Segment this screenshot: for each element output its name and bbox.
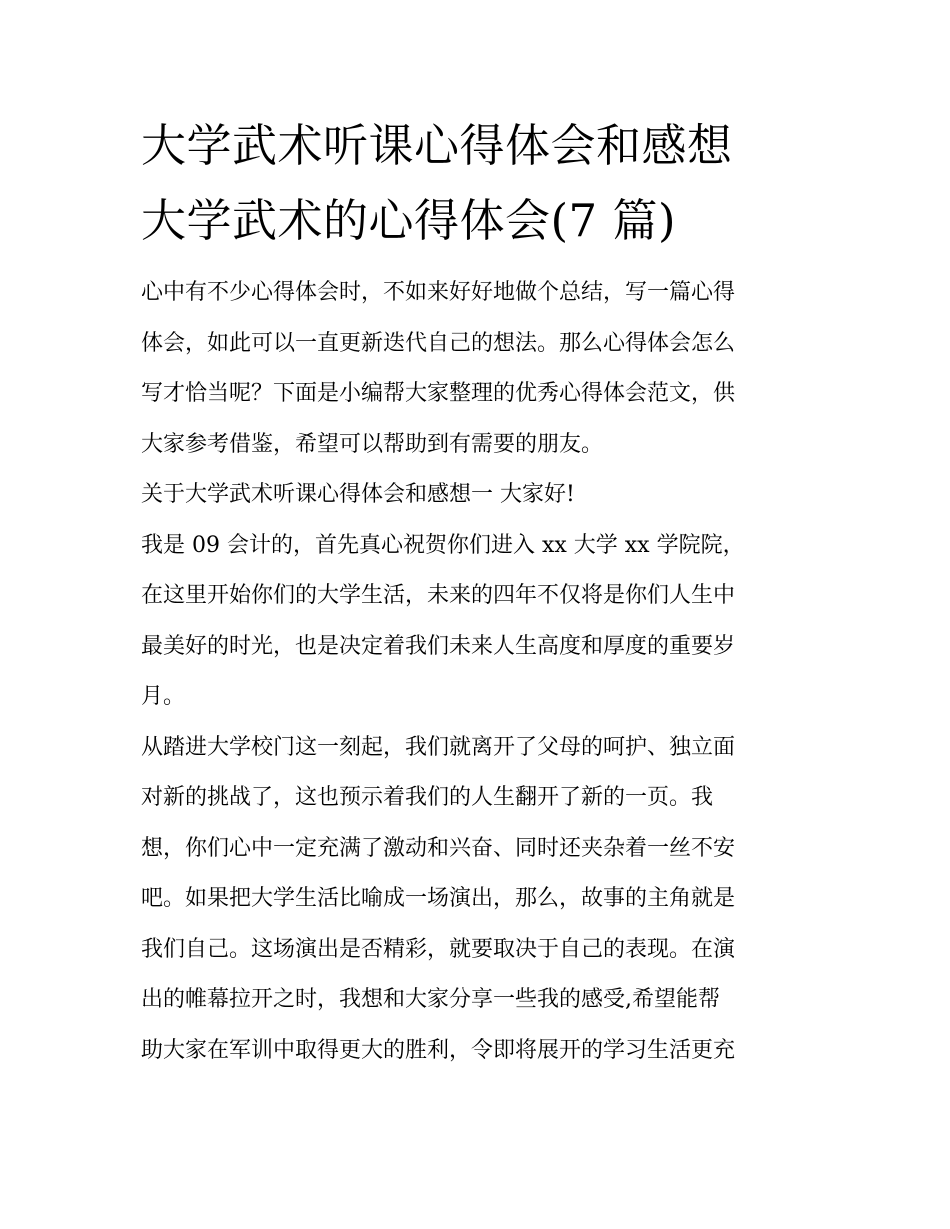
intro-paragraph bbox=[141, 268, 816, 470]
title-line: 大学武术的心得体会(7 篇) bbox=[141, 194, 677, 247]
text-line: 月。 bbox=[141, 684, 186, 709]
text-line: 出的帷幕拉开之时，我想和大家分享一些我的感受,希望能帮 bbox=[141, 987, 720, 1012]
document-title bbox=[141, 116, 816, 251]
text-line: 体会，如此可以一直更新迭代自己的想法。那么心得体会怎么 bbox=[141, 330, 736, 356]
text-line: 对新的挑战了，这也预示着我们的人生翻开了新的一页。我 bbox=[141, 785, 714, 810]
text-line: 关于大学武术听课心得体会和感想一 大家好! bbox=[141, 482, 575, 507]
text-line: 我们自己。这场演出是否精彩，就要取决于自己的表现。在演 bbox=[141, 936, 736, 962]
section-heading-paragraph bbox=[141, 470, 816, 521]
text-line: 最美好的时光，也是决定着我们未来人生高度和厚度的重要岁 bbox=[141, 633, 736, 659]
title-line: 大学武术听课心得体会和感想 bbox=[141, 119, 733, 172]
text-line: 在这里开始你们的大学生活，未来的四年不仅将是你们人生中 bbox=[141, 583, 736, 608]
document-body bbox=[141, 116, 816, 1076]
text-line: 想，你们心中一定充满了激动和兴奋、同时还夹杂着一丝不安 bbox=[141, 835, 736, 861]
text-line: 我是 09 会计的，首先真心祝贺你们进入 xx 大学 xx 学院院， bbox=[141, 532, 745, 558]
text-line: 助大家在军训中取得更大的胜利，令即将展开的学习生活更充 bbox=[141, 1037, 736, 1063]
body-paragraph bbox=[141, 521, 816, 723]
body-paragraph bbox=[141, 723, 816, 1077]
text-line: 心中有不少心得体会时，不如来好好地做个总结，写一篇心得 bbox=[141, 280, 736, 305]
text-line: 写才恰当呢？下面是小编帮大家整理的优秀心得体会范文，供 bbox=[141, 381, 736, 406]
text-line: 从踏进大学校门这一刻起，我们就离开了父母的呵护、独立面 bbox=[141, 734, 736, 760]
text-line: 大家参考借鉴，希望可以帮助到有需要的朋友。 bbox=[141, 431, 604, 457]
text-line: 吧。如果把大学生活比喻成一场演出，那么，故事的主角就是 bbox=[141, 886, 736, 911]
